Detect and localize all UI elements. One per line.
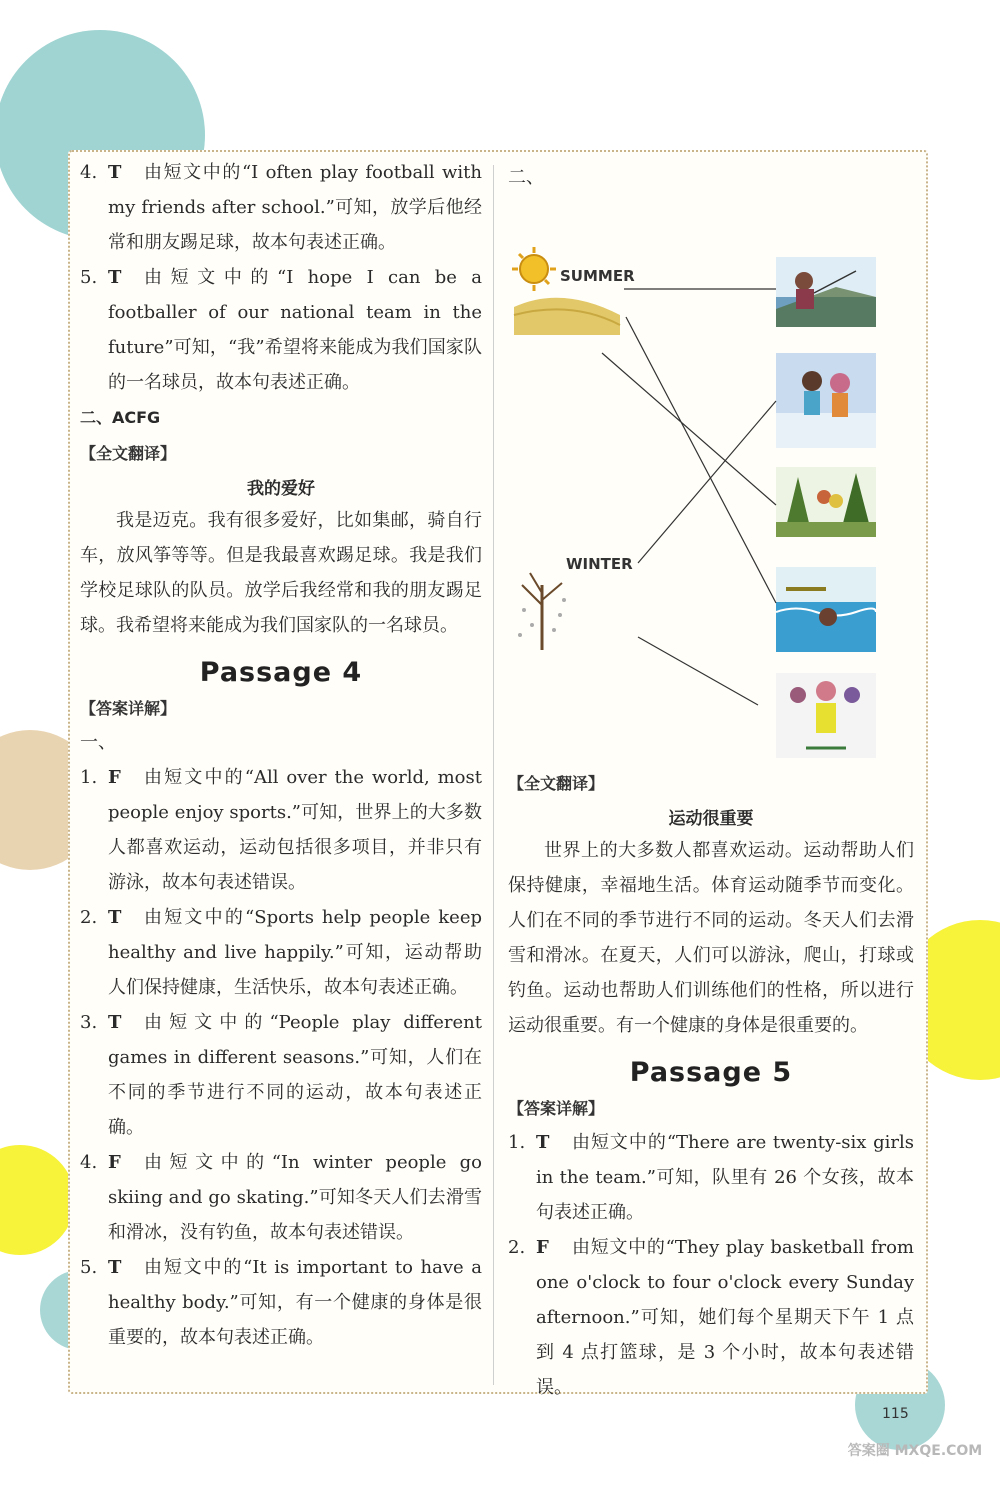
item-explanation: 由短文中的“In winter people go skiing and go skating.”可知冬天人们去滑雪和滑冰，没有钓鱼，故本句表述错误。 [108, 1152, 482, 1243]
answer-item [80, 1250, 482, 1355]
item-explanation: 由短文中的“I often play football with my friends after school.”可知，放学后他经常和朋友踢足球，故本句表述正确。 [108, 162, 482, 253]
item-number: 5. [80, 1257, 98, 1278]
answer-item [508, 1230, 914, 1405]
translation-tag-right: 【全文翻译】 [508, 774, 605, 793]
answer-item [80, 1005, 482, 1145]
matching-lines [508, 195, 914, 765]
translation-title: 我的爱好 [247, 479, 315, 499]
winter-label: WINTER [566, 555, 633, 573]
item-number: 3. [80, 1012, 98, 1033]
answer-item [80, 900, 482, 1005]
true-false-mark: T [536, 1132, 550, 1153]
item-number: 1. [80, 767, 98, 788]
watermark: 答案圈 MXQE.COM [847, 1443, 983, 1459]
page-number: 115 [882, 1406, 909, 1422]
item-number: 2. [80, 907, 98, 928]
item-explanation: 由短文中的“They play basketball from one o'clock to four o'clock every Sunday afternoon.”可知，她们每个星期天下午 1 点到 4 点打篮球，是 3 个小时，故本句表述错误。 [536, 1237, 914, 1398]
true-false-mark: T [108, 267, 122, 288]
summer-label: SUMMER [560, 267, 635, 285]
translation-title-right: 运动很重要 [668, 809, 754, 829]
passage-5-answer-list [508, 1125, 914, 1405]
item-explanation: 由短文中的“There are twenty-six girls in the team.”可知，队里有 26 个女孩，故本句表述正确。 [536, 1132, 914, 1223]
translation-text-right: 世界上的大多数人都喜欢运动。运动帮助人们保持健康，幸福地生活。体育运动随季节而变化。人们在不同的季节进行不同的运动。冬天人们去滑雪和滑冰。在夏天，人们可以游泳，爬山，打球或钓鱼。运动也帮助人们训练他们的性格，所以进行运动很重要。有一个健康的身体是很重要的。 [508, 840, 914, 1036]
right-column [508, 160, 914, 1405]
answer-item [80, 155, 482, 260]
true-false-mark: T [108, 907, 122, 928]
matching-exercise [508, 195, 914, 765]
part2-answer: 二、ACFG [80, 408, 161, 427]
passage-4-title: Passage 4 [199, 657, 363, 688]
item-number: 4. [80, 162, 98, 183]
item-explanation: 由短文中的“I hope I can be a footballer of our national team in the future”可知，“我”希望将来能成为我们国家队的一名球员，故本句表述正确。 [108, 267, 482, 393]
true-false-mark: T [108, 1012, 122, 1033]
answer-item [80, 760, 482, 900]
item-number: 1. [508, 1132, 526, 1153]
answer-tag-right: 【答案详解】 [508, 1099, 605, 1118]
translation-tag: 【全文翻译】 [80, 444, 177, 463]
item-explanation: 由短文中的“Sports help people keep healthy and live happily.”可知，运动帮助人们保持健康，生活快乐，故本句表述正确。 [108, 907, 482, 998]
true-false-mark: F [536, 1237, 549, 1258]
answer-item [80, 260, 482, 400]
answer-list-top [80, 155, 482, 400]
answer-item [80, 1145, 482, 1250]
item-number: 5. [80, 267, 98, 288]
item-explanation: 由短文中的“All over the world, most people enjoy sports.”可知，世界上的大多数人都喜欢运动，运动包括很多项目，并非只有游泳，故本句表述错误。 [108, 767, 482, 893]
true-false-mark: F [108, 767, 121, 788]
answer-item [508, 1125, 914, 1230]
passage-4-answer-list [80, 760, 482, 1355]
item-explanation: 由短文中的“People play different games in different seasons.”可知，人们在不同的季节进行不同的运动，故本句表述正确。 [108, 1012, 482, 1138]
passage-5-title: Passage 5 [629, 1057, 793, 1088]
true-false-mark: F [108, 1152, 121, 1173]
yellow-circle-decoration [0, 1145, 75, 1255]
answer-tag: 【答案详解】 [80, 699, 177, 718]
true-false-mark: T [108, 1257, 122, 1278]
part1-label: 一、 [80, 732, 116, 753]
left-column [80, 155, 482, 1355]
true-false-mark: T [108, 162, 122, 183]
translation-text: 我是迈克。我有很多爱好，比如集邮，骑自行车，放风筝等等。但是我最喜欢踢足球。我是我们学校足球队的队员。放学后我经常和我的朋友踢足球。我希望将来能成为我们国家队的一名球员。 [80, 510, 482, 636]
part2-label: 二、 [508, 167, 544, 188]
column-divider [493, 165, 494, 1385]
item-explanation: 由短文中的“It is important to have a healthy body.”可知，有一个健康的身体是很重要的，故本句表述正确。 [108, 1257, 482, 1348]
item-number: 2. [508, 1237, 526, 1258]
item-number: 4. [80, 1152, 98, 1173]
